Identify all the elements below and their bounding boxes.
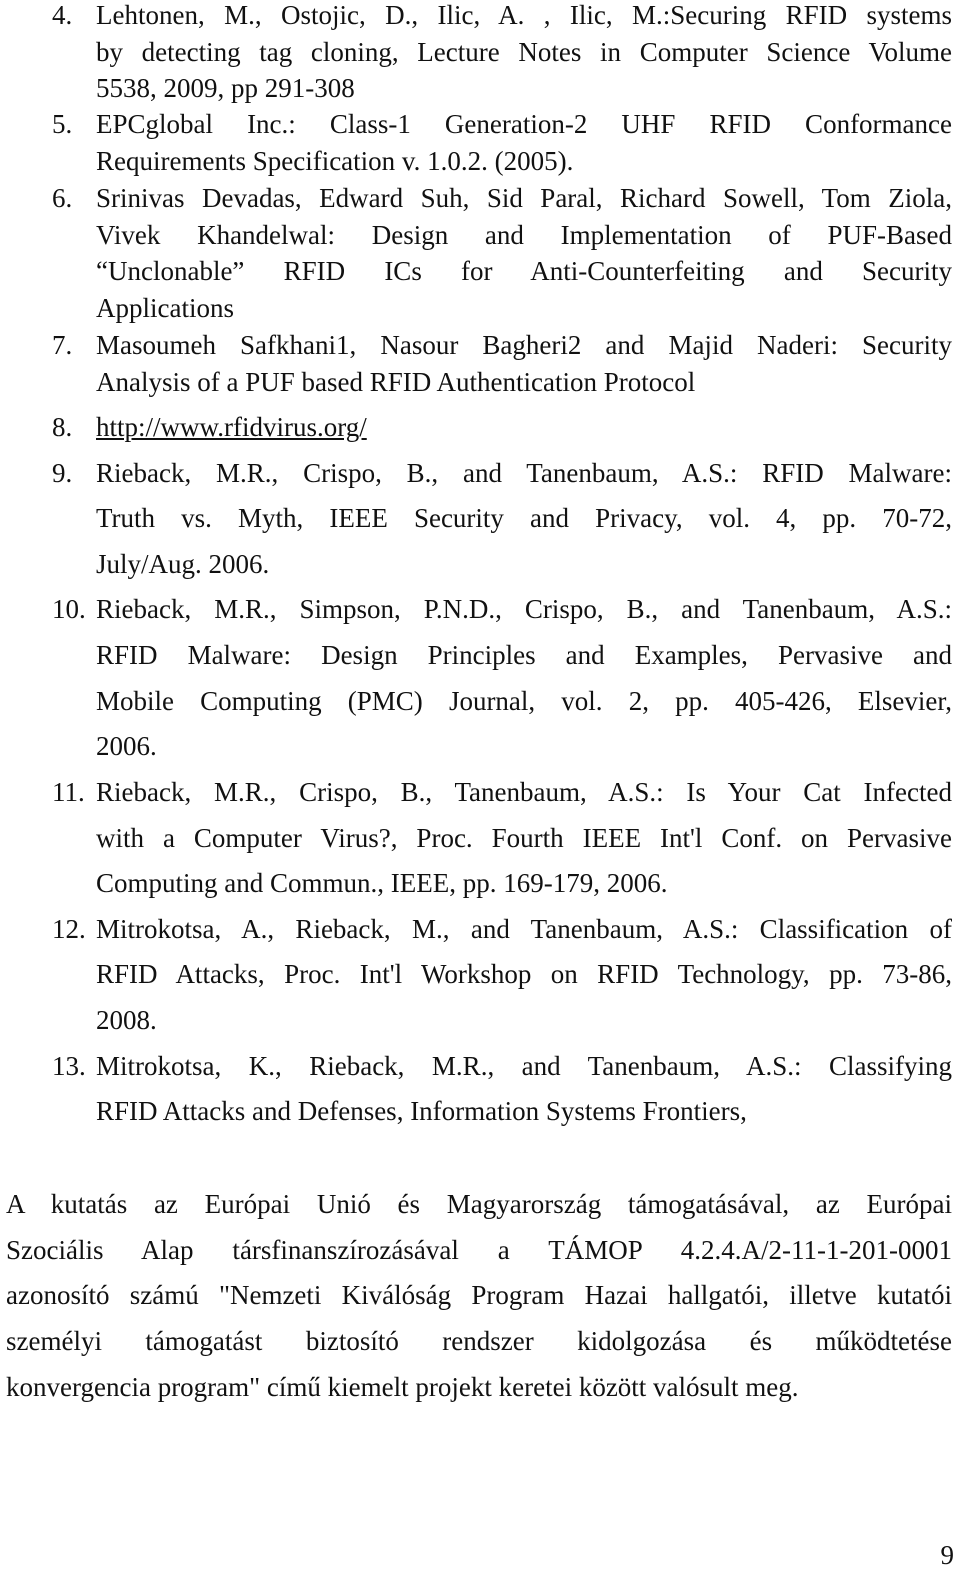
acknowledgement-line: Szociális Alap társfinanszírozásával a TÁMOP 4.2.4.A/2-11-1-201-0001 xyxy=(6,1235,952,1265)
reference-text-line: Rieback, M.R., Crispo, B., and Tanenbaum, A.S.: RFID Malware: xyxy=(96,458,952,488)
reference-text-line: RFID Malware: Design Principles and Examples, Pervasive and xyxy=(96,640,952,670)
reference-text-line: July/Aug. 2006. xyxy=(96,549,270,579)
reference-text-line: EPCglobal Inc.: Class-1 Generation-2 UHF RFID Conformance xyxy=(96,109,952,139)
reference-number: 11. xyxy=(52,777,85,807)
reference-text-line: 2008. xyxy=(96,1005,157,1035)
reference-number: 7. xyxy=(52,330,73,360)
acknowledgement-line: konvergencia program" című kiemelt projekt keretei között valósult meg. xyxy=(6,1372,799,1402)
reference-number: 8. xyxy=(52,412,73,442)
reference-text-line: Mobile Computing (PMC) Journal, vol. 2, pp. 405-426, Elsevier, xyxy=(96,686,952,716)
reference-number: 13. xyxy=(52,1051,86,1081)
reference-number: 6. xyxy=(52,183,73,213)
reference-text-line: Rieback, M.R., Crispo, B., Tanenbaum, A.S.: Is Your Cat Infected xyxy=(96,777,952,807)
page-number: 9 xyxy=(940,1540,954,1570)
reference-text-line: Rieback, M.R., Simpson, P.N.D., Crispo, B., and Tanenbaum, A.S.: xyxy=(96,594,952,624)
reference-text-line: by detecting tag cloning, Lecture Notes in Computer Science Volume xyxy=(96,37,952,67)
reference-text-line: Applications xyxy=(96,293,234,323)
acknowledgement-line: személyi támogatást biztosító rendszer kidolgozása és működtetése xyxy=(6,1326,952,1356)
acknowledgement-line: A kutatás az Európai Unió és Magyarország támogatásával, az Európai xyxy=(6,1189,952,1219)
reference-number: 4. xyxy=(52,0,73,30)
reference-text-line: Lehtonen, M., Ostojic, D., Ilic, A. , Ilic, M.:Securing RFID systems xyxy=(96,0,952,30)
reference-number: 10. xyxy=(52,594,86,624)
reference-text-line: Masoumeh Safkhani1, Nasour Bagheri2 and Majid Naderi: Security xyxy=(96,330,952,360)
reference-number: 5. xyxy=(52,109,73,139)
reference-text-line: Analysis of a PUF based RFID Authentication Protocol xyxy=(96,367,696,397)
reference-text-line: Vivek Khandelwal: Design and Implementation of PUF-Based xyxy=(96,220,952,250)
acknowledgement-line: azonosító számú "Nemzeti Kiválóság Program Hazai hallgatói, illetve kutatói xyxy=(6,1280,952,1310)
reference-text-line: Mitrokotsa, A., Rieback, M., and Tanenbaum, A.S.: Classification of xyxy=(96,914,952,944)
reference-text-line: 2006. xyxy=(96,731,157,761)
reference-text-line: “Unclonable” RFID ICs for Anti-Counterfeiting and Security xyxy=(96,256,952,286)
reference-link[interactable]: http://www.rfidvirus.org/ xyxy=(96,412,367,442)
reference-text-line: Mitrokotsa, K., Rieback, M.R., and Tanenbaum, A.S.: Classifying xyxy=(96,1051,952,1081)
reference-text-line: Computing and Commun., IEEE, pp. 169-179, 2006. xyxy=(96,868,668,898)
reference-text-line: RFID Attacks, Proc. Int'l Workshop on RFID Technology, pp. 73-86, xyxy=(96,959,952,989)
reference-text-line: Requirements Specification v. 1.0.2. (2005). xyxy=(96,146,574,176)
reference-text-line: Truth vs. Myth, IEEE Security and Privacy, vol. 4, pp. 70-72, xyxy=(96,503,952,533)
reference-text-line: 5538, 2009, pp 291-308 xyxy=(96,73,355,103)
reference-text-line: RFID Attacks and Defenses, Information Systems Frontiers, xyxy=(96,1096,747,1126)
reference-number: 9. xyxy=(52,458,73,488)
reference-number: 12. xyxy=(52,914,86,944)
reference-text-line: Srinivas Devadas, Edward Suh, Sid Paral, Richard Sowell, Tom Ziola, xyxy=(96,183,952,213)
reference-text-line: with a Computer Virus?, Proc. Fourth IEEE Int'l Conf. on Pervasive xyxy=(96,823,952,853)
